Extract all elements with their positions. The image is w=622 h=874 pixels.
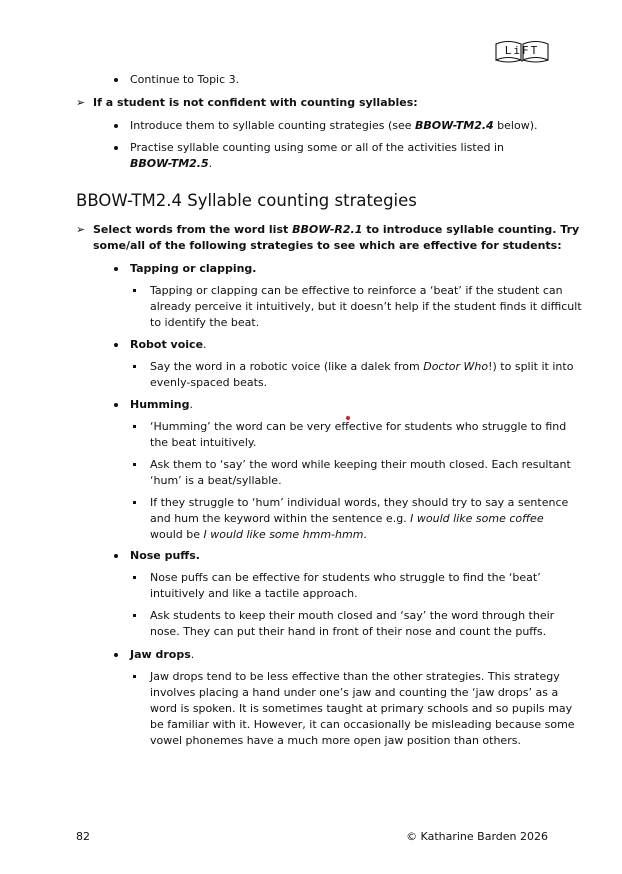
logo-text: LiFT (504, 44, 540, 57)
strategy-robot-title: Robot voice. (130, 338, 207, 351)
red-marker (346, 416, 350, 420)
strategy-nose-title: Nose puffs. (130, 549, 200, 562)
bullet-dot (114, 267, 118, 271)
square-bullet (133, 289, 136, 292)
continue-item: Continue to Topic 3. (130, 73, 240, 86)
arrow-bullet-icon: ➢ (76, 96, 86, 109)
practise-item: Practise syllable counting using some or all of the activities listed in BBOW-TM2.5. (130, 141, 504, 170)
strategy-jaw-title: Jaw drops. (130, 648, 195, 661)
strategy-humming-note-1: ‘Humming’ the word can be very effective for students who struggle to find the beat intuitively. (150, 420, 567, 449)
introduce-item: Introduce them to syllable counting strategies (see BBOW-TM2.4 below). (130, 119, 538, 132)
bullet-dot (114, 403, 118, 407)
square-bullet (133, 675, 136, 678)
not-confident-heading: If a student is not confident with counting syllables: (93, 96, 418, 109)
strategy-tapping-title: Tapping or clapping. (130, 262, 257, 275)
square-bullet (133, 463, 136, 466)
strategy-jaw-note: Jaw drops tend to be less effective than the other strategies. This strategy involves placing a hand under one’s jaw and counting the ‘jaw drops’ as a word is spoken. It is sometimes taught at primary schools and so pupils may be familiar with it. However, it can occasionally be misleading because some vowel phonemes have a much more open jaw position than others. (150, 670, 575, 747)
page-number: 82 (76, 830, 90, 843)
bullet-dot (114, 554, 118, 558)
strategy-robot-note: Say the word in a robotic voice (like a dalek from Doctor Who!) to split it into evenly-spaced beats. (150, 360, 574, 389)
bullet-dot (114, 653, 118, 657)
strategy-nose-note-1: Nose puffs can be effective for students who struggle to find the ‘beat’ intuitively and like a tactile approach. (150, 571, 541, 600)
strategy-humming-note-2: Ask them to ‘say’ the word while keeping their mouth closed. Each resultant ‘hum’ is a beat/syllable. (150, 458, 571, 487)
square-bullet (133, 501, 136, 504)
section-lead: Select words from the word list BBOW-R2.1 to introduce syllable counting. Try some/all of the following strategies to see which are effective for students: (93, 223, 580, 252)
bullet-dot (114, 343, 118, 347)
copyright-notice: © Katharine Barden 2026 (406, 830, 548, 843)
reference-tm24: BBOW-TM2.4 (415, 119, 494, 132)
strategy-humming-note-3: If they struggle to ‘hum’ individual words, they should try to say a sentence and hum the keyword within the sentence e.g. I would like some coffee would be I would like some hmm-hmm. (150, 496, 569, 541)
reference-tm25: BBOW-TM2.5 (130, 157, 209, 170)
bullet-dot (114, 78, 118, 82)
square-bullet (133, 425, 136, 428)
reference-r21: BBOW-R2.1 (292, 223, 363, 236)
strategy-nose-note-2: Ask students to keep their mouth closed and ‘say’ the word through their nose. They can put their hand in front of their nose and count the puffs. (150, 609, 555, 638)
strategy-humming-title: Humming. (130, 398, 193, 411)
bullet-dot (114, 146, 118, 150)
bullet-dot (114, 124, 118, 128)
section-heading: BBOW-TM2.4 Syllable counting strategies (76, 191, 417, 210)
strategy-tapping-note: Tapping or clapping can be effective to reinforce a ‘beat’ if the student can already perceive it intuitively, but it doesn’t help if the student finds it difficult to identify the beat. (150, 284, 582, 329)
square-bullet (133, 576, 136, 579)
square-bullet (133, 614, 136, 617)
square-bullet (133, 365, 136, 368)
arrow-bullet-icon: ➢ (76, 223, 86, 236)
lift-logo (494, 38, 550, 64)
